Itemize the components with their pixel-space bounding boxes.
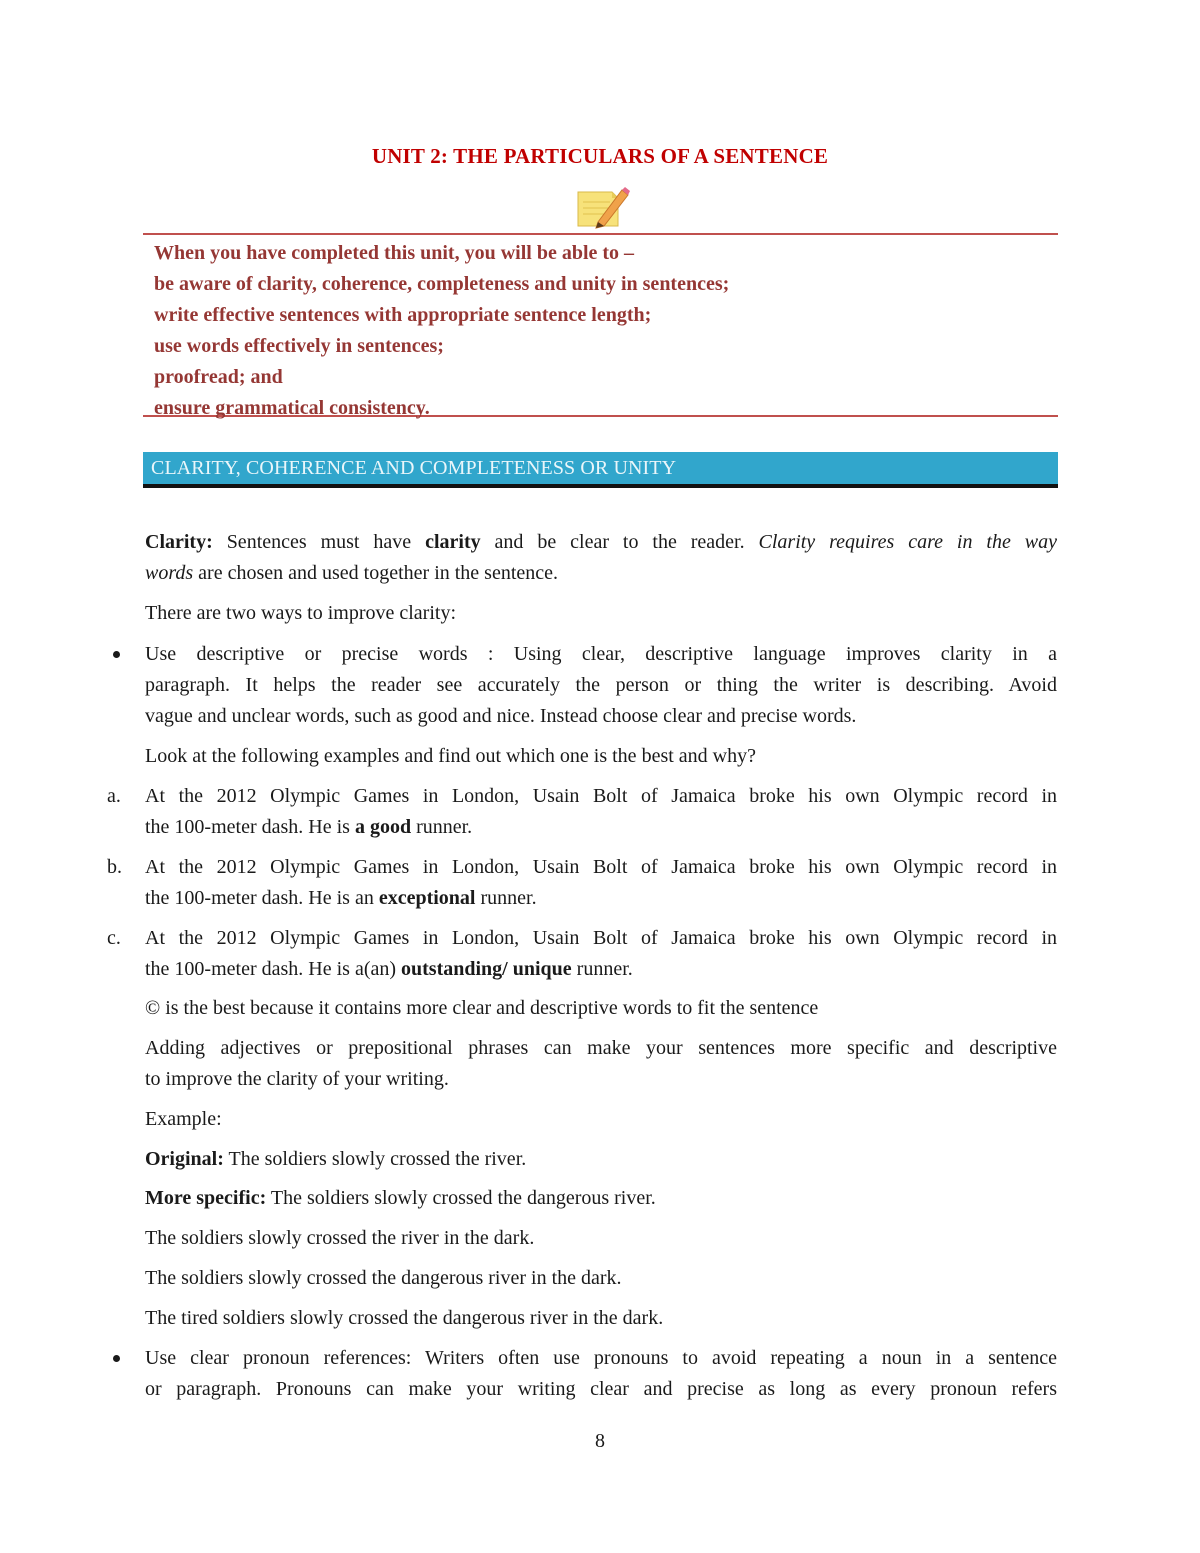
example-line xyxy=(145,815,472,839)
example-text: runner. xyxy=(475,887,537,909)
example-text: runner. xyxy=(411,816,473,838)
objective-item: proofread; and xyxy=(154,366,283,388)
example-bold: exceptional xyxy=(378,887,476,909)
example-line: At the 2012 Olympic Games in London, Usain Bolt of Jamaica broke his own Olympic record in xyxy=(145,856,1057,878)
bullet-icon xyxy=(113,651,120,658)
adding-line: Adding adjectives or prepositional phrases can make your sentences more specific and descriptive xyxy=(145,1037,1057,1059)
more-specific-text: The soldiers slowly crossed the dangerous river. xyxy=(266,1187,656,1209)
bullet1-line: Use descriptive or precise words : Using clear, descriptive language improves clarity in a xyxy=(145,643,1057,665)
page-number: 8 xyxy=(595,1430,605,1452)
section-heading-bar xyxy=(143,452,1058,488)
example-text: the 100-meter dash. He is a(an) xyxy=(145,958,402,980)
list-marker: b. xyxy=(107,856,122,878)
example-bold: outstanding/ unique xyxy=(401,958,572,980)
clarity-label: Clarity: xyxy=(145,531,213,553)
two-ways-text: There are two ways to improve clarity: xyxy=(145,602,456,624)
adding-line: to improve the clarity of your writing. xyxy=(145,1068,449,1090)
original-sentence xyxy=(145,1147,526,1171)
look-at-text: Look at the following examples and find out which one is the best and why? xyxy=(145,745,756,767)
example-bold: a good xyxy=(354,816,412,838)
clarity-text: and be clear to the reader. xyxy=(480,531,759,553)
variant-sentence: The tired soldiers slowly crossed the dangerous river in the dark. xyxy=(145,1307,664,1329)
clarity-paragraph-line2 xyxy=(145,561,558,585)
learning-objectives-box xyxy=(143,233,1058,417)
example-line xyxy=(145,957,633,981)
original-text: The soldiers slowly crossed the river. xyxy=(223,1148,527,1170)
note-pencil-icon xyxy=(574,186,630,230)
list-marker: c. xyxy=(107,927,121,949)
bullet1-line: vague and unclear words, such as good and nice. Instead choose clear and precise words. xyxy=(145,705,857,727)
objectives-intro: When you have completed this unit, you will be able to – xyxy=(154,242,635,264)
original-label: Original: xyxy=(145,1148,224,1170)
bullet-icon xyxy=(113,1355,120,1362)
best-answer-text: © is the best because it contains more clear and descriptive words to fit the sentence xyxy=(145,997,819,1019)
clarity-paragraph-line1 xyxy=(145,530,1057,554)
more-specific-sentence xyxy=(145,1186,656,1210)
objective-item: ensure grammatical consistency. xyxy=(154,397,430,419)
bullet1-line: paragraph. It helps the reader see accurately the person or thing the writer is describing. Avoid xyxy=(145,674,1057,696)
example-line: At the 2012 Olympic Games in London, Usain Bolt of Jamaica broke his own Olympic record in xyxy=(145,927,1057,949)
list-marker: a. xyxy=(107,785,121,807)
example-text: the 100-meter dash. He is xyxy=(145,816,355,838)
example-text: runner. xyxy=(571,958,633,980)
objective-item: write effective sentences with appropriate sentence length; xyxy=(154,304,652,326)
example-text: the 100-meter dash. He is an xyxy=(145,887,379,909)
more-specific-label: More specific: xyxy=(145,1187,267,1209)
page-title: UNIT 2: THE PARTICULARS OF A SENTENCE xyxy=(371,144,829,168)
clarity-italic: Clarity requires care in the way xyxy=(758,531,1057,553)
example-line: At the 2012 Olympic Games in London, Usain Bolt of Jamaica broke his own Olympic record in xyxy=(145,785,1057,807)
section-heading: CLARITY, COHERENCE AND COMPLETENESS OR UNITY xyxy=(151,457,677,479)
objective-item: be aware of clarity, coherence, completeness and unity in sentences; xyxy=(154,273,730,295)
objective-item: use words effectively in sentences; xyxy=(154,335,444,357)
bullet2-line: or paragraph. Pronouns can make your writing clear and precise as long as every pronoun refers xyxy=(145,1378,1057,1400)
variant-sentence: The soldiers slowly crossed the river in the dark. xyxy=(145,1227,535,1249)
variant-sentence: The soldiers slowly crossed the dangerous river in the dark. xyxy=(145,1267,622,1289)
clarity-bold: clarity xyxy=(425,531,481,553)
clarity-text: are chosen and used together in the sentence. xyxy=(193,562,559,584)
example-line xyxy=(145,886,537,910)
clarity-text: Sentences must have xyxy=(212,531,426,553)
bullet2-line: Use clear pronoun references: Writers often use pronouns to avoid repeating a noun in a sentence xyxy=(145,1347,1057,1369)
clarity-italic: words xyxy=(145,562,194,584)
example-label: Example: xyxy=(145,1108,222,1130)
